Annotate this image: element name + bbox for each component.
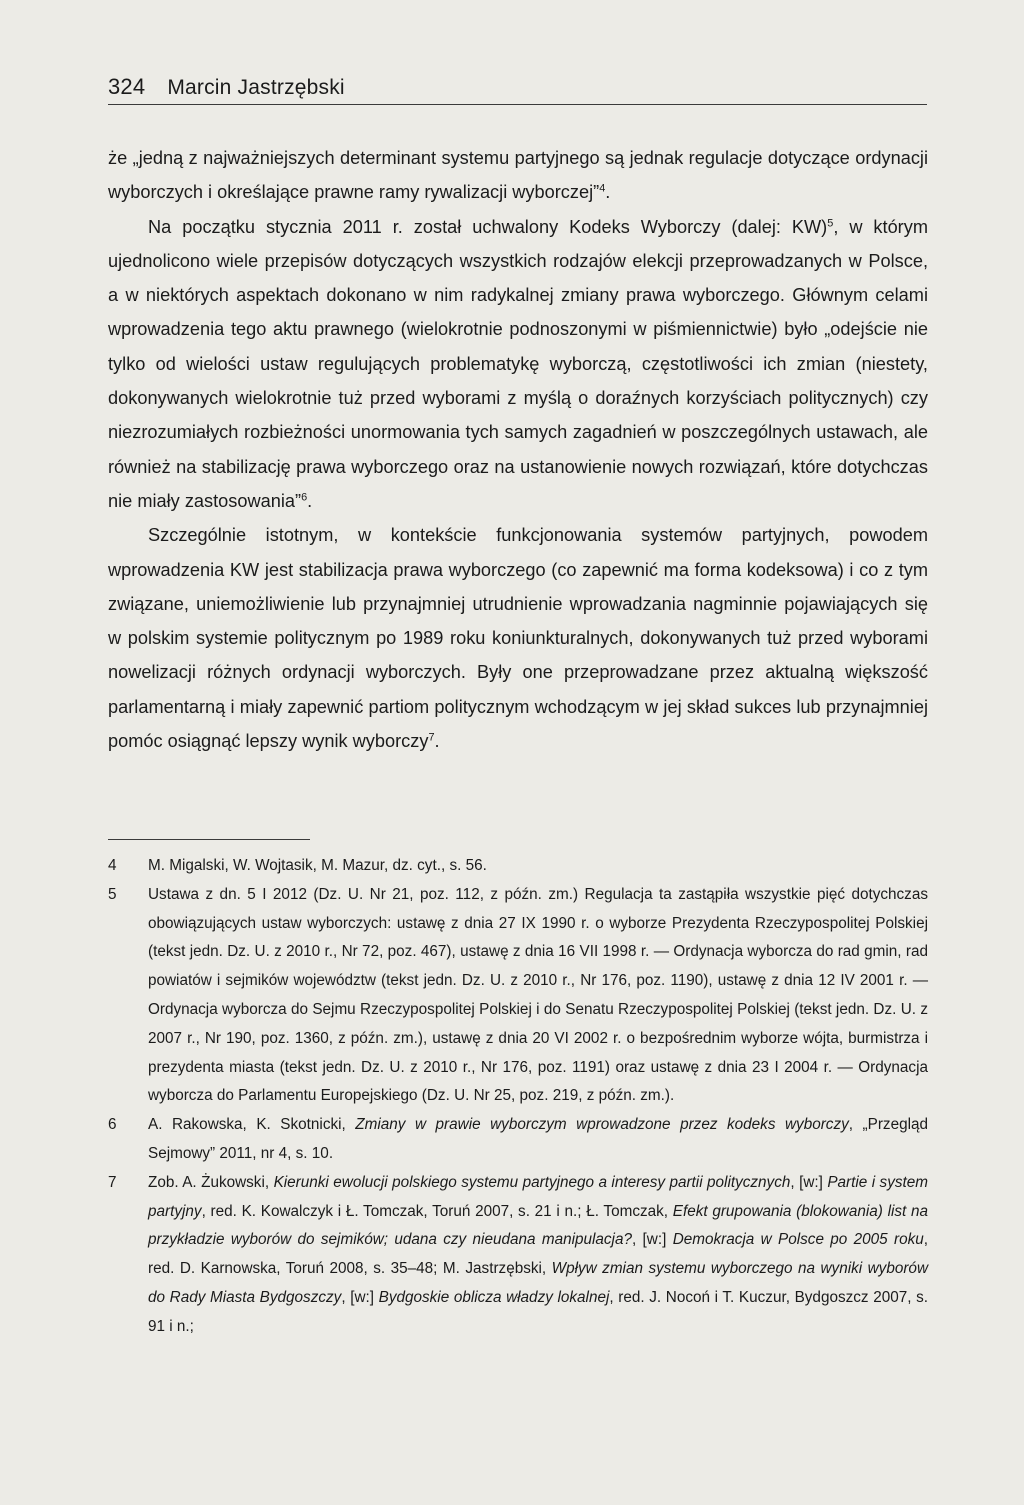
citation-text: A. Rakowska, K. Skotnicki, [148, 1116, 356, 1134]
footnote-number: 7 [108, 1173, 117, 1191]
citation-title: Demokracja w Polsce po 2005 roku [672, 1231, 924, 1249]
footnotes [108, 852, 928, 1342]
citation-text: , red. D. Karnowska, Toruń 2008, s. 35–48; M. Jastrzębski, [148, 1231, 929, 1278]
paragraph-text: . [434, 731, 440, 752]
paragraph-text: że „jedną z najważniejszych determinant systemu partyjnego są jednak regulacje dotyczące ordynacji wyborczych i określające prawne ramy rywalizacji wyborczej” [108, 148, 928, 203]
footnote [108, 881, 928, 1111]
citation-text: , red. J. Nocoń i T. Kuczur, Bydgoszcz 2007, s. 91 i n.; [148, 1288, 929, 1335]
citation-title: Bydgoskie oblicza władzy lokalnej [378, 1288, 610, 1306]
footnote-text [148, 1169, 928, 1342]
main-text [108, 141, 928, 758]
footnote-text: M. Migalski, W. Wojtasik, M. Mazur, dz. cyt., s. 56. [148, 857, 487, 874]
footnote-text: Ustawa z dn. 5 I 2012 (Dz. U. Nr 21, poz. 112, z późn. zm.) Regulacja ta zastąpiła wszystkie pięć dotychczas obowiązujących ustaw wyborczych: ustawę z dnia 27 IX 1990 r. o wyborze Prezydenta Rzeczypospolitej Polskiej (tekst jedn. Dz. U. z 2010 r., Nr 72, poz. 467), ustawę z dnia 16 VII 1998 r. — Ordynacja wyborcza do rad gmin, rad powiatów i sejmików województw (tekst jedn. Dz. U. z 2010 r., Nr 176, poz. 1190), ustawę z dnia 12 IV 2001 r. — Ordynacja wyborcza do Sejmu Rzeczypospolitej Polskiej i do Senatu Rzeczypospolitej Polskiej (tekst jedn. Dz. U. z 2007 r., Nr 190, poz. 1360, z późn. zm.), ustawę z dnia 20 VI 2002 r. o bezpośrednim wyborze wójta, burmistrza i prezydenta miasta (tekst jedn. Dz. U. z 2010 r., Nr 176, poz. 1191) oraz ustawę z dnia 23 I 2004 r. — Ordynacja wyborcza do Parlamentu Europejskiego (Dz. U. Nr 25, poz. 219, z późn. zm.). [148, 885, 928, 1105]
citation-title: Partie i system partyjny [148, 1173, 929, 1220]
footnote-number: 5 [108, 885, 117, 903]
footnote-text [148, 1111, 928, 1169]
footnote-ref: 4 [599, 182, 606, 195]
page-number: 324 [108, 74, 146, 99]
paragraph [108, 210, 928, 519]
citation-text: Zob. A. Żukowski, [148, 1173, 274, 1191]
header-rule [108, 104, 927, 105]
paragraph-text: , w którym ujednolicono wiele przepisów dotyczących wszystkich rodzajów elekcji przeprowadzanych w Polsce, a w niektórych aspektach dokonano w nim radykalnej zmiany prawa wyborczego. Głównym celami wprowadzenia tego aktu prawnego (wielokrotnie podnoszonymi w piśmiennictwie) było „odejście nie tylko od wielości ustaw regulujących problematykę wyborczą, częstotliwości ich zmian (niestety, dokonywanych wielokrotnie tuż przed wyborami z myślą o doraźnych korzyściach politycznych) czy niezrozumiałych rozbieżności unormowania tych samych zagadnień w poszczególnych ustawach, ale również na stabilizację prawa wyborczego oraz na ustanowienie nowych rozwiązań, które dotychczas nie miały zastosowania” [108, 216, 928, 511]
paragraph-text: . [605, 182, 611, 203]
citation-title: Wpływ zmian systemu wyborczego na wyniki wyborów do Rady Miasta Bydgoszczy [148, 1260, 928, 1306]
citation-title: Zmiany w prawie wyborczym wprowadzone przez kodeks wyborczy [355, 1116, 849, 1134]
running-header [108, 72, 928, 103]
citation-text: , red. K. Kowalczyk i Ł. Tomczak, Toruń 2007, s. 21 i n.; Ł. Tomczak, [201, 1202, 673, 1220]
footnote [108, 1169, 928, 1342]
footnote-ref: 6 [301, 491, 308, 504]
paragraph-text: . [307, 490, 313, 511]
footnote-ref: 5 [827, 217, 834, 230]
citation-title: Efekt grupowania (blokowania) list na przykładzie wyborów do sejmików; udana czy nieudana manipulacja? [148, 1202, 928, 1249]
footnote-ref: 7 [428, 731, 435, 744]
citation-text: , [w:] [341, 1288, 379, 1306]
paragraph-text: Na początku stycznia 2011 r. został uchwalony Kodeks Wyborczy (dalej: KW) [148, 216, 828, 237]
citation-text: , [w:] [790, 1173, 828, 1191]
paragraph [108, 518, 928, 758]
paragraph [108, 141, 928, 210]
citation-text: , „Przegląd Sejmowy” 2011, nr 4, s. 10. [148, 1116, 928, 1162]
citation-text: , [w:] [631, 1231, 673, 1249]
footnote-number: 6 [108, 1116, 117, 1134]
paragraph-text: Szczególnie istotnym, w kontekście funkcjonowania systemów partyjnych, powodem wprowadzenia KW jest stabilizacja prawa wyborczego (co zapewnić ma forma kodeksowa) i co z tym związane, uniemożliwienie lub przynajmniej utrudnienie wprowadzania nagminnie pojawiających się w polskim systemie politycznym po 1989 roku koniunkturalnych, dokonywanych tuż przed wyborami nowelizacji różnych ordynacji wyborczych. Były one przeprowadzane przez aktualną większość parlamentarną i miały zapewnić partiom politycznym wchodzącym w jej skład sukces lub przynajmniej pomóc osiągnąć lepszy wynik wyborczy [108, 525, 928, 752]
footnote-separator [108, 839, 310, 840]
footnote [108, 1111, 928, 1169]
citation-title: Kierunki ewolucji polskiego systemu partyjnego a interesy partii politycznych [273, 1173, 791, 1191]
footnote [108, 852, 928, 881]
running-header-author: Marcin Jastrzębski [167, 76, 345, 99]
footnote-number: 4 [108, 857, 117, 874]
